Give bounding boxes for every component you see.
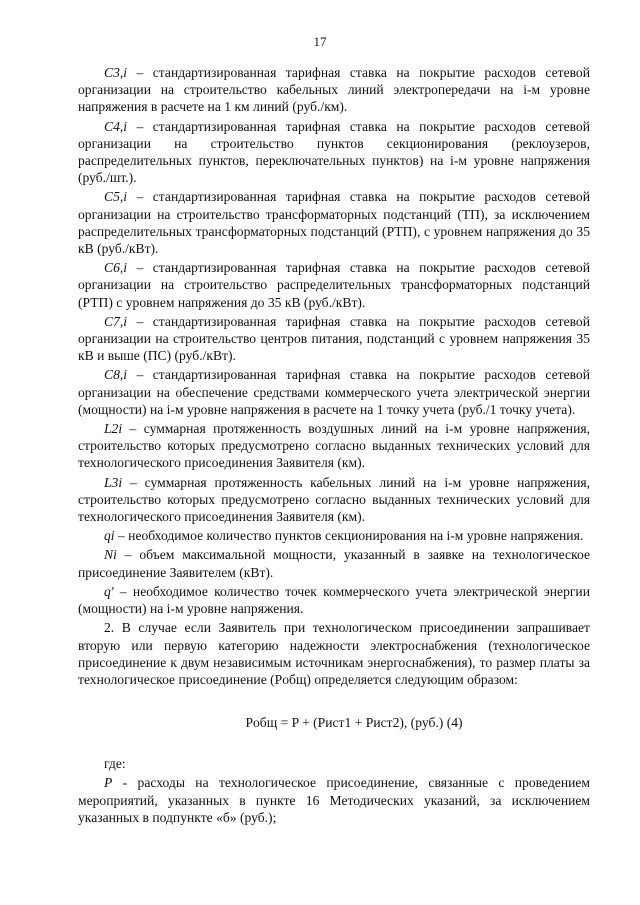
definition-c5 [78,188,590,257]
definition-text: – необходимое количество пунктов секционирования на i-м уровне напряжения. [114,528,584,544]
page-number: 17 [313,34,327,49]
symbol: q' [104,583,114,599]
definition-c8 [78,366,590,418]
symbol: C3,i [104,65,128,80]
symbol: L3i [104,474,123,490]
definition-c3 [78,64,590,116]
definition-l3 [78,474,590,526]
definition-q-prime [78,583,590,617]
definition-l2 [78,420,590,472]
definition-p [78,774,590,826]
formula-4: Pобщ = P + (Pист1 + Pист2), (руб.) (4) [245,715,463,731]
definition-n [78,546,590,580]
symbol: C6,i [104,260,128,276]
definition-q [78,527,590,544]
definition-text: – стандартизированная тарифная ставка на покрытие расходов сетевой организации на строительство центров питания, подстанций с уровнем напряжения 35 кВ и выше (ПС) (руб./кВт). [78,313,590,364]
definition-text: – стандартизированная тарифная ставка на покрытие расходов сетевой организации на строительство кабельных линий электропередачи на i-м уровне напряжения в расчете на 1 км линий (руб./км). [78,65,590,115]
definition-text: – суммарная протяженность кабельных линий на i-м уровне напряжения, строительство которых предусмотрено согласно выданных технических условий для технологического присоединения Заявителя (км). [78,474,590,525]
definition-text: – объем максимальной мощности, указанный в заявке на технологическое присоединение Заявителем (кВт). [78,547,590,580]
definition-text: – стандартизированная тарифная ставка на покрытие расходов сетевой организации на строительство пунктов секционирования (реклоузеров, распределительных пунктов, переключательных пунктов) на i-м уровне напряжения (руб./шт.). [78,118,590,186]
symbol: qi [104,528,115,544]
symbol: C5,i [104,189,128,205]
definition-c7 [78,313,590,365]
definition-c6 [78,259,590,311]
definition-text: – суммарная протяженность воздушных линий на i-м уровне напряжения, строительство которых предусмотрено согласно выданных технических условий для технологического присоединения Заявителя (км). [78,421,590,471]
symbol: Ni [104,547,117,563]
symbol: C7,i [104,313,128,329]
definition-text: – стандартизированная тарифная ставка на покрытие расходов сетевой организации на строительство трансформаторных подстанций (ТП), за исключением распределительных трансформаторных подстанций (РТП), с уровнем напряжения до 35 кВ (руб./кВт). [78,189,590,257]
paragraph-text: 2. В случае если Заявитель при технологическом присоединении запрашивает вторую или первую категорию надежности электроснабжения (технологическое присоединение к двум независимым источникам энергоснабжения), то размер платы за технологическое присоединение (Pобщ) определяется следующим образом: [78,620,590,687]
definition-text: – стандартизированная тарифная ставка на покрытие расходов сетевой организации на строительство распределительных трансформаторных подстанций (РТП) с уровнем напряжения до 35 кВ (руб./кВт). [78,260,590,310]
section-2-paragraph [78,619,590,688]
document-body [78,64,590,826]
symbol: C8,i [104,367,128,383]
definition-text: – необходимое количество точек коммерческого учета электрической энергии (мощности) на i-м уровне напряжения. [78,583,590,617]
definition-c4 [78,118,590,187]
symbol: P [104,775,113,791]
where-label: где: [104,756,126,772]
symbol: C4,i [104,118,128,134]
definition-text: - расходы на технологическое присоединение, связанные с проведением мероприятий, указанных в пункте 16 Методических указаний, за исключением указанных в подпункте «б» (руб.); [78,775,590,825]
definition-text: – стандартизированная тарифная ставка на покрытие расходов сетевой организации на обеспечение средствами коммерческого учета электрической энергии (мощности) на i-м уровне напряжения в расчете на 1 точку учета (руб./1 точку учета). [78,367,590,417]
symbol: L2i [104,421,123,437]
